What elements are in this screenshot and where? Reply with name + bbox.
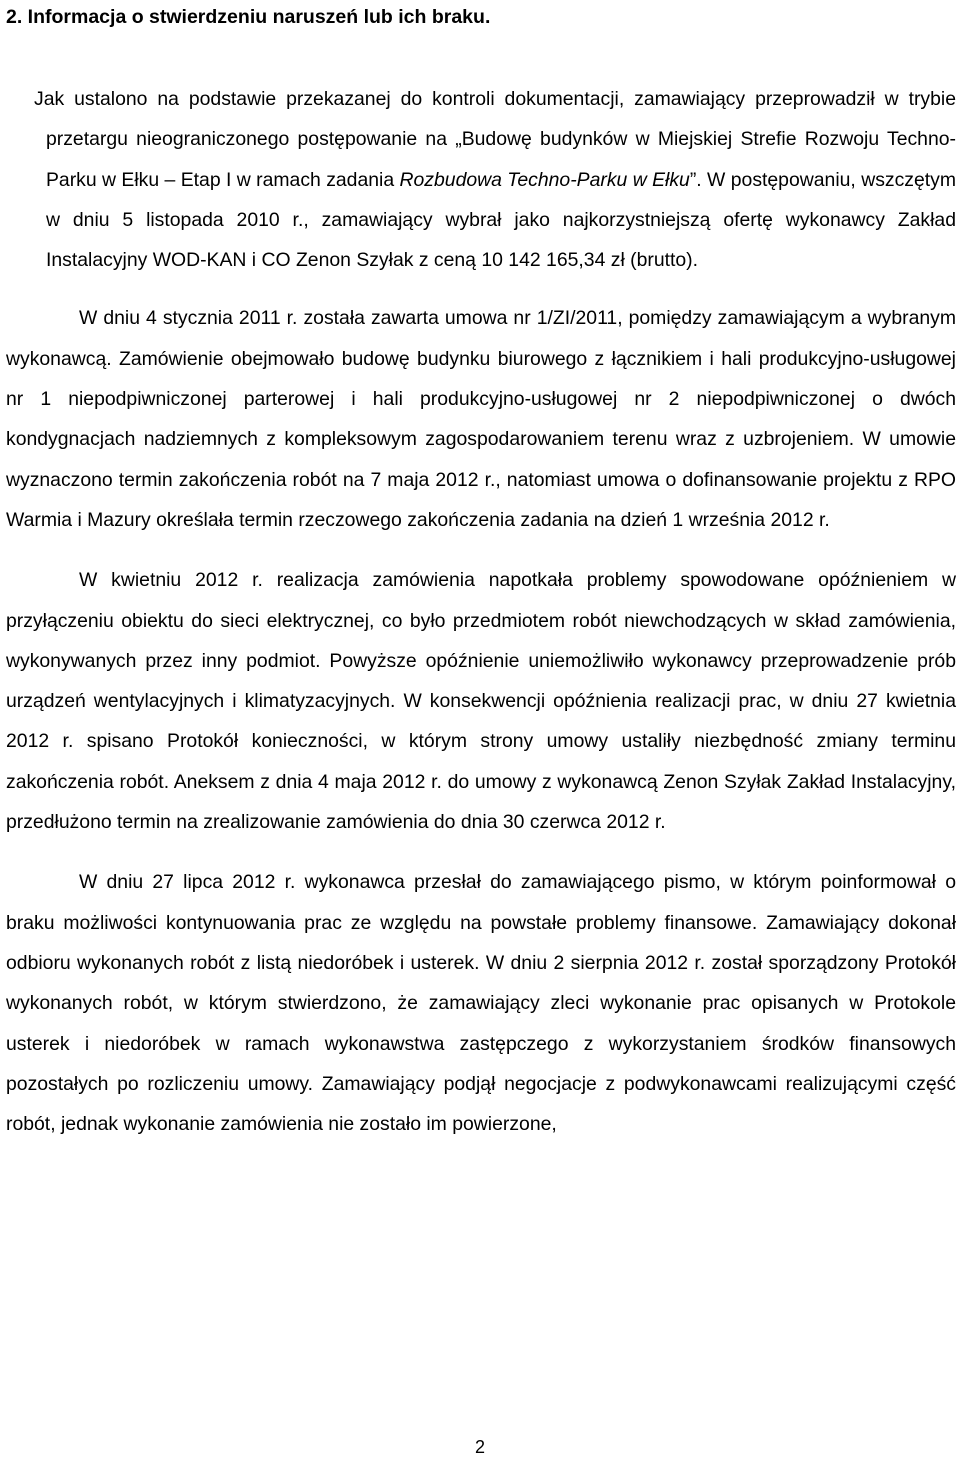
paragraph-1-italic: Rozbudowa Techno-Parku w Ełku bbox=[399, 168, 690, 191]
paragraph-1-text-b: ”. W postępowaniu, wszczętym w dniu 5 listopada 2010 r., zamawiający wybrał jako najkorzystniejszą ofertę wykonawcy Zakład Instalacyjny WOD-KAN i CO Zenon Szyłak z ceną 10 142 165,34 zł (brutto). bbox=[46, 168, 956, 272]
paragraph-1-text-a: Jak ustalono na podstawie przekazanej do kontroli dokumentacji, zamawiający przeprowadził w trybie przetargu nieograniczonego postępowanie na „Budowę budynków w Miejskiej Strefie Rozwoju Techno-Parku w Ełku – Etap I w ramach zadania bbox=[34, 88, 956, 191]
spacer bbox=[6, 842, 956, 862]
paragraph-1-number bbox=[6, 79, 34, 119]
page-number: 2 bbox=[474, 1437, 485, 1457]
spacer bbox=[6, 540, 956, 560]
spacer bbox=[6, 280, 956, 298]
paragraph-4: W dniu 27 lipca 2012 r. wykonawca przesłał do zamawiającego pismo, w którym poinformował o braku możliwości kontynuowania prac ze względu na powstałe problemy finansowe. Zamawiający dokonał odbioru wykonanych robót z listą niedoróbek i usterek. W dniu 2 sierpnia 2012 r. został sporządzony Protokół wykonanych robót, w którym stwierdzono, że zamawiający zleci wykonanie prac opisanych w Protokole usterek i niedoróbek w ramach wykonawstwa zastępczego z wykorzystaniem środków finansowych pozostałych po rozliczeniu umowy. Zamawiający podjął negocjacje z podwykonawcami realizującymi część robót, jednak wykonanie zamówienia nie zostało im powierzone, bbox=[6, 871, 956, 1136]
paragraph-1 bbox=[6, 79, 956, 280]
paragraph-3: W kwietniu 2012 r. realizacja zamówienia napotkała problemy spowodowane opóźnieniem w przyłączeniu obiektu do sieci elektrycznej, co było przedmiotem robót niewchodzących w skład zamówienia, wykonywanych przez inny podmiot. Powyższe opóźnienie uniemożliwiło wykonawcy przeprowadzenie prób urządzeń wentylacyjnych i klimatyzacyjnych. W konsekwencji opóźnienia realizacji prac, w dniu 27 kwietnia 2012 r. spisano Protokół konieczności, w którym strony umowy ustaliły niezbędność zmiany terminu zakończenia robót. Aneksem z dnia 4 maja 2012 r. do umowy z wykonawcą Zenon Szyłak Zakład Instalacyjny, przedłużono termin na zrealizowanie zamówienia do dnia 30 czerwca 2012 r. bbox=[6, 569, 956, 834]
section-heading: 2. Informacja o stwierdzeniu naruszeń lub ich braku. bbox=[6, 6, 491, 28]
paragraph-2: W dniu 4 stycznia 2011 r. została zawarta umowa nr 1/ZI/2011, pomiędzy zamawiającym a wybranym wykonawcą. Zamówienie obejmowało budowę budynku biurowego z łącznikiem i hali produkcyjno-usługowej nr 1 niepodpiwniczonej parterowej i hali produkcyjno-usługowej nr 2 niepodpiwniczonej o dwóch kondygnacjach nadziemnych z kompleksowym zagospodarowaniem terenu wraz z uzbrojeniem. W umowie wyznaczono termin zakończenia robót na 7 maja 2012 r., natomiast umowa o dofinansowanie projektu z RPO Warmia i Mazury określała termin rzeczowego zakończenia zadania na dzień 1 września 2012 r. bbox=[6, 307, 956, 531]
document-body bbox=[6, 79, 956, 1144]
